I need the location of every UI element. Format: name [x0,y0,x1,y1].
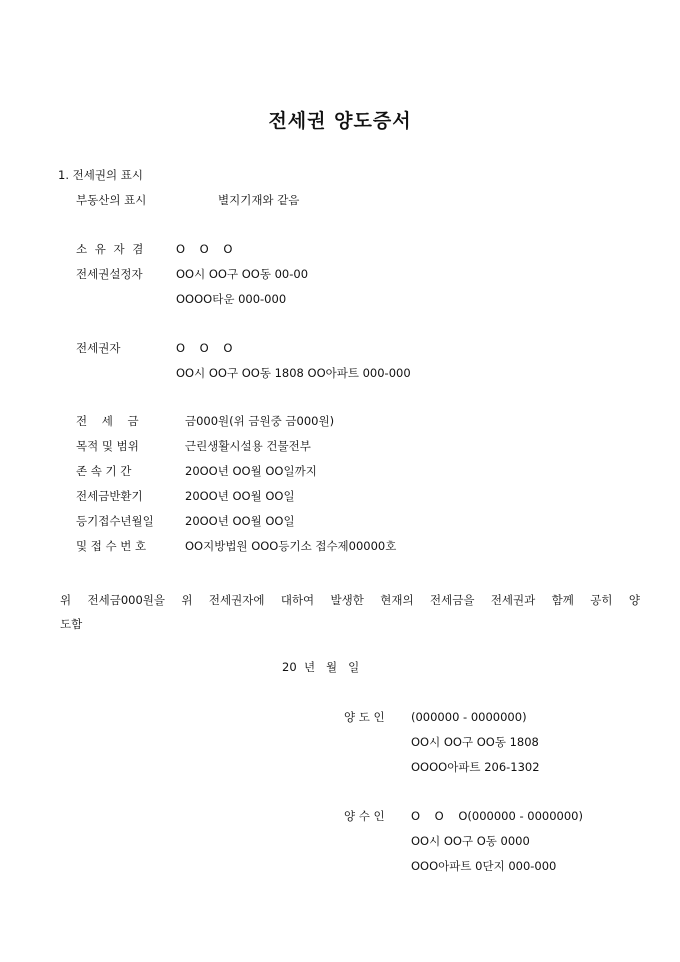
date-line: 20 년 월 일 [282,660,360,674]
transferee-id: O O O(000000 - 0000000) [411,809,583,823]
holder-address: OO시 OO구 OO동 1808 OO아파트 000-000 [176,366,411,380]
section-heading: 1. 전세권의 표시 [58,168,143,182]
transferor-id: (000000 - 0000000) [411,710,527,724]
detail-value: 금000원(위 금원중 금000원) [185,414,335,428]
transferee-address-2: OOO아파트 0단지 000-000 [411,859,557,873]
detail-value: 20OO년 OO월 OO일 [185,489,295,503]
detail-label: 목적 및 범위 [76,439,139,453]
transferor-address-2: OOOO아파트 206-1302 [411,760,540,774]
detail-label: 전세금반환기 [76,489,143,503]
owner-address-2: OOOO타운 000-000 [176,292,287,306]
detail-value: 근린생활시설용 건물전부 [185,439,311,453]
setter-label: 전세권설정자 [76,267,143,281]
transferee-label: 양 수 인 [344,809,385,823]
detail-value: OO지방법원 OOO등기소 접수제00000호 [185,539,397,553]
holder-label: 전세권자 [76,341,121,355]
detail-label: 및 접 수 번 호 [76,539,147,553]
property-value: 별지기재와 같음 [218,193,300,207]
transferor-address-1: OO시 OO구 OO동 1808 [411,735,539,749]
document-title: 전세권 양도증서 [268,110,412,132]
detail-value: 20OO년 OO월 OO일 [185,514,295,528]
detail-label: 존 속 기 간 [76,464,132,478]
property-label: 부동산의 표시 [76,193,147,207]
detail-label: 전 세 금 [76,414,139,428]
statement-line-2: 도함 [60,617,83,631]
transferor-label: 양 도 인 [344,710,385,724]
detail-value: 20OO년 OO월 OO일까지 [185,464,317,478]
detail-label: 등기접수년월일 [76,514,154,528]
statement-line-1: 위 전세금000원을 위 전세권자에 대하여 발생한 현재의 전세금을 전세권과 함께 공히 양 [60,593,640,607]
holder-name: O O O [176,341,233,355]
transferee-address-1: OO시 OO구 O동 0000 [411,834,530,848]
owner-label: 소 유 자 겸 [76,242,146,256]
owner-address-1: OO시 OO구 OO동 00-00 [176,267,309,281]
owner-name: O O O [176,242,233,256]
